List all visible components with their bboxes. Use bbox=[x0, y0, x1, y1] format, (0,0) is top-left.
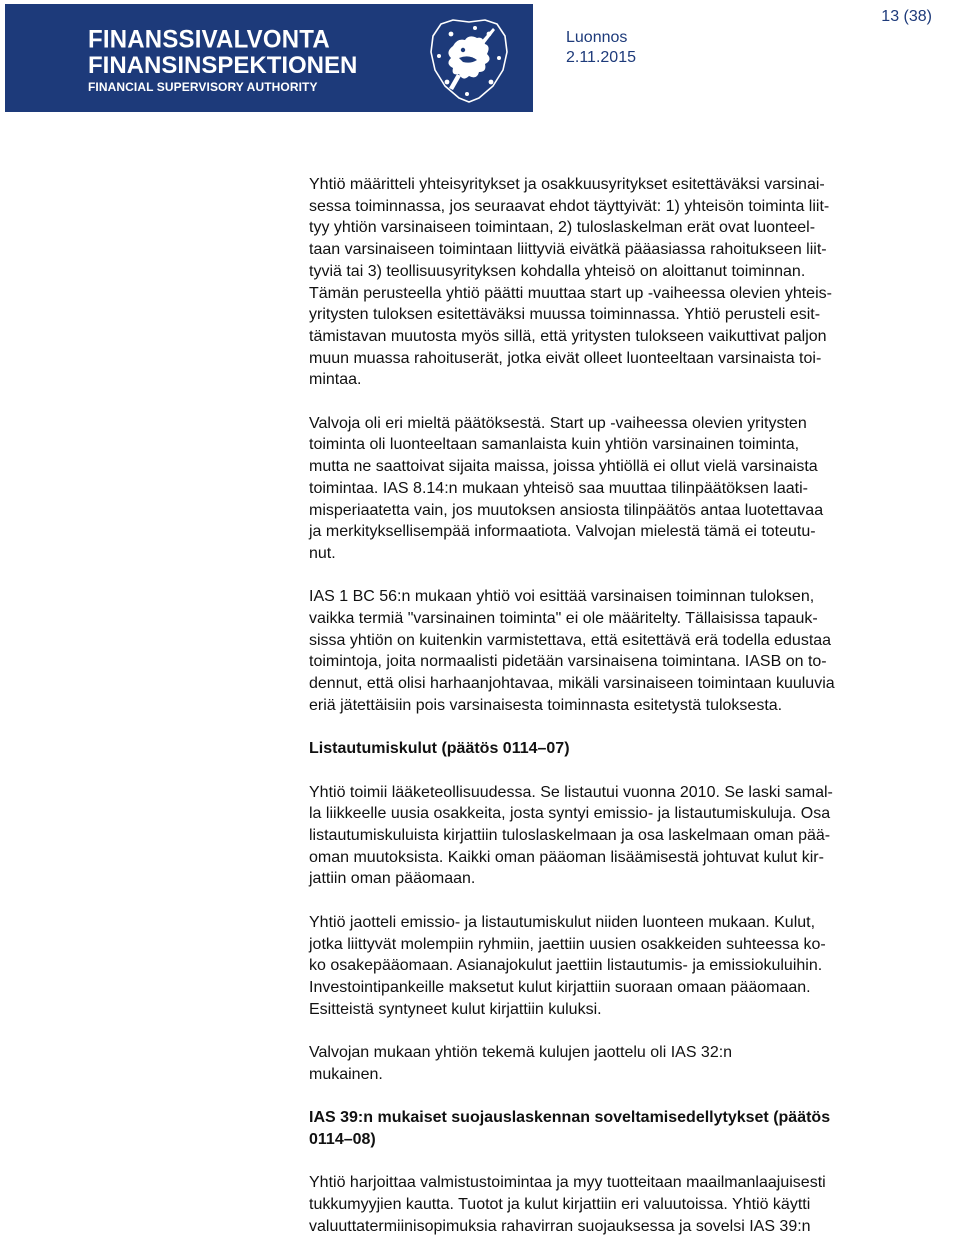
text-line: mintaa. bbox=[309, 371, 362, 389]
heraldic-lion-crest-icon bbox=[423, 16, 515, 106]
logo-line-fi: FINANSSIVALVONTA bbox=[88, 25, 330, 54]
text-line: sissa yhtiön on kuitenkin varmistettava, että esitettävä erä todella edustaa bbox=[309, 631, 832, 649]
text-line: toiminta oli luonteeltaan samanlaista kuin yhtiön varsinainen toiminta, bbox=[309, 436, 800, 454]
logo bbox=[88, 25, 358, 94]
header-banner bbox=[5, 4, 533, 112]
text-line: yritysten tuloksen esitettäväksi muussa toiminnassa. Yhtiö perusteli esit- bbox=[309, 306, 821, 324]
text-line: tukkumyyjien kautta. Tuotot ja kulut kirjattiin eri valuutoissa. Yhtiö käytti bbox=[309, 1195, 811, 1213]
draft-date: 2.11.2015 bbox=[566, 49, 636, 66]
text-line: tämistavan muutosta myös sillä, että yritysten tulokseen vaikuttivat paljon bbox=[309, 327, 827, 345]
text-line: dennut, että olisi harhaanjohtavaa, mikäli varsinaiseen toimintaan kuuluvia bbox=[309, 675, 835, 693]
text-line: Valvoja oli eri mieltä päätöksestä. Start up -vaiheessa olevien yritysten bbox=[309, 414, 807, 432]
paragraph bbox=[309, 1172, 929, 1237]
text-line: eriä jätettäisiin pois varsinaisesta toiminnasta esitetystä tuloksesta. bbox=[309, 696, 783, 714]
text-line: ko osakepääomaan. Asianajokulut jaettiin listautumis- ja emissiokuluihin. bbox=[309, 957, 823, 975]
paragraph bbox=[309, 413, 929, 565]
text-line: mukainen. bbox=[309, 1065, 383, 1083]
text-line: Valvojan mukaan yhtiön tekemä kulujen jaottelu oli IAS 32:n bbox=[309, 1044, 733, 1062]
text-line: toimintoja, joita normaalisti pidetään varsinaisena toimintana. IASB on to- bbox=[309, 653, 827, 671]
text-line: sessa toiminnassa, jos seuraavat ehdot täyttyivät: 1) yhteisön toiminta liit- bbox=[309, 197, 830, 215]
page-number: 13 (38) bbox=[881, 8, 932, 25]
draft-label: Luonnos bbox=[566, 29, 628, 46]
document-body bbox=[309, 174, 929, 1259]
draft-stamp bbox=[566, 28, 636, 68]
paragraph bbox=[309, 586, 929, 716]
text-line: vaikka termiä "varsinainen toiminta" ei ole määritelty. Tällaisissa tapauk- bbox=[309, 610, 818, 628]
text-line: Yhtiö jaotteli emissio- ja listautumiskulut niiden luonteen mukaan. Kulut, bbox=[309, 913, 816, 931]
text-line: Tämän perusteella yhtiö päätti muuttaa start up -vaiheessa olevien yhteis- bbox=[309, 284, 832, 302]
text-line: tyviä tai 3) teollisuusyrityksen kohdalla yhteisö on aloittanut toiminnan. bbox=[309, 262, 806, 280]
text-line: tyy yhtiön varsinaiseen toimintaan, 2) tuloslaskelman erät ovat luonteel- bbox=[309, 219, 816, 237]
text-line: 0114–08) bbox=[309, 1130, 376, 1148]
text-line: IAS 39:n mukaiset suojauslaskennan soveltamisedellytykset (päätös bbox=[309, 1109, 831, 1127]
text-line: ja merkityksellisempää informaatiota. Valvojan mielestä tämä ei toteutu- bbox=[309, 523, 816, 541]
text-line: jattiin oman pääomaan. bbox=[309, 870, 476, 888]
paragraph bbox=[309, 174, 929, 391]
text-line: Investointipankeille maksetut kulut kirjattiin suoraan omaan pääomaan. bbox=[309, 978, 811, 996]
text-line: muun muassa rahoituserät, jotka eivät olleet luonteeltaan varsinaista toi- bbox=[309, 349, 822, 367]
logo-line-sv: FINANSINSPEKTIONEN bbox=[88, 52, 358, 79]
text-line: mutta ne saattoivat sijaita maissa, joissa yhtiöllä ei ollut vielä varsinaista bbox=[309, 458, 818, 476]
text-line: Listautumiskulut (päätös 0114–07) bbox=[309, 740, 570, 758]
text-line: jotka liittyvät molempiin ryhmiin, jaettiin uusien osakkeiden suhteessa ko- bbox=[309, 935, 826, 953]
paragraph bbox=[309, 912, 929, 1021]
text-line: oman muutoksista. Kaikki oman pääoman lisäämisestä johtuvat kulut kir- bbox=[309, 848, 824, 866]
text-line: Esitteistä syntyneet kulut kirjattiin kuluksi. bbox=[309, 1000, 602, 1018]
text-line: nut. bbox=[309, 544, 336, 562]
section-heading bbox=[309, 1107, 929, 1150]
text-line: Yhtiö toimii lääketeollisuudessa. Se listautui vuonna 2010. Se laski samal- bbox=[309, 783, 833, 801]
text-line: IAS 1 BC 56:n mukaan yhtiö voi esittää varsinaisen toiminnan tuloksen, bbox=[309, 588, 815, 606]
text-line: valuuttatermiinisopimuksia rahavirran suojauksessa ja sovelsi IAS 39:n bbox=[309, 1217, 811, 1235]
text-line: taan varsinaiseen toimintaan liittyviä eivätkä pääasiassa rahoitukseen liit- bbox=[309, 241, 827, 259]
text-line: Yhtiö määritteli yhteisyritykset ja osakkuusyritykset esitettäväksi varsinai- bbox=[309, 176, 825, 193]
paragraph bbox=[309, 782, 929, 891]
text-line: toimintaa. IAS 8.14:n mukaan yhteisö saa muuttaa tilinpäätöksen laati- bbox=[309, 479, 808, 497]
text-line: listautumiskuluista kirjattiin tuloslaskelmaan ja osa laskelmaan oman pää- bbox=[309, 827, 831, 845]
logo-line-en: FINANCIAL SUPERVISORY AUTHORITY bbox=[88, 80, 318, 94]
section-heading bbox=[309, 738, 929, 760]
text-line: misperiaatetta vain, jos muutoksen ansiosta tilinpäätös antaa luotettavaa bbox=[309, 501, 824, 519]
text-line: Yhtiö harjoittaa valmistustoimintaa ja myy tuotteitaan maailmanlaajuisesti bbox=[309, 1174, 826, 1192]
paragraph bbox=[309, 1042, 929, 1085]
text-line: la liikkeelle uusia osakkeita, josta syntyi emissio- ja listautumiskuluja. Osa bbox=[309, 805, 831, 823]
